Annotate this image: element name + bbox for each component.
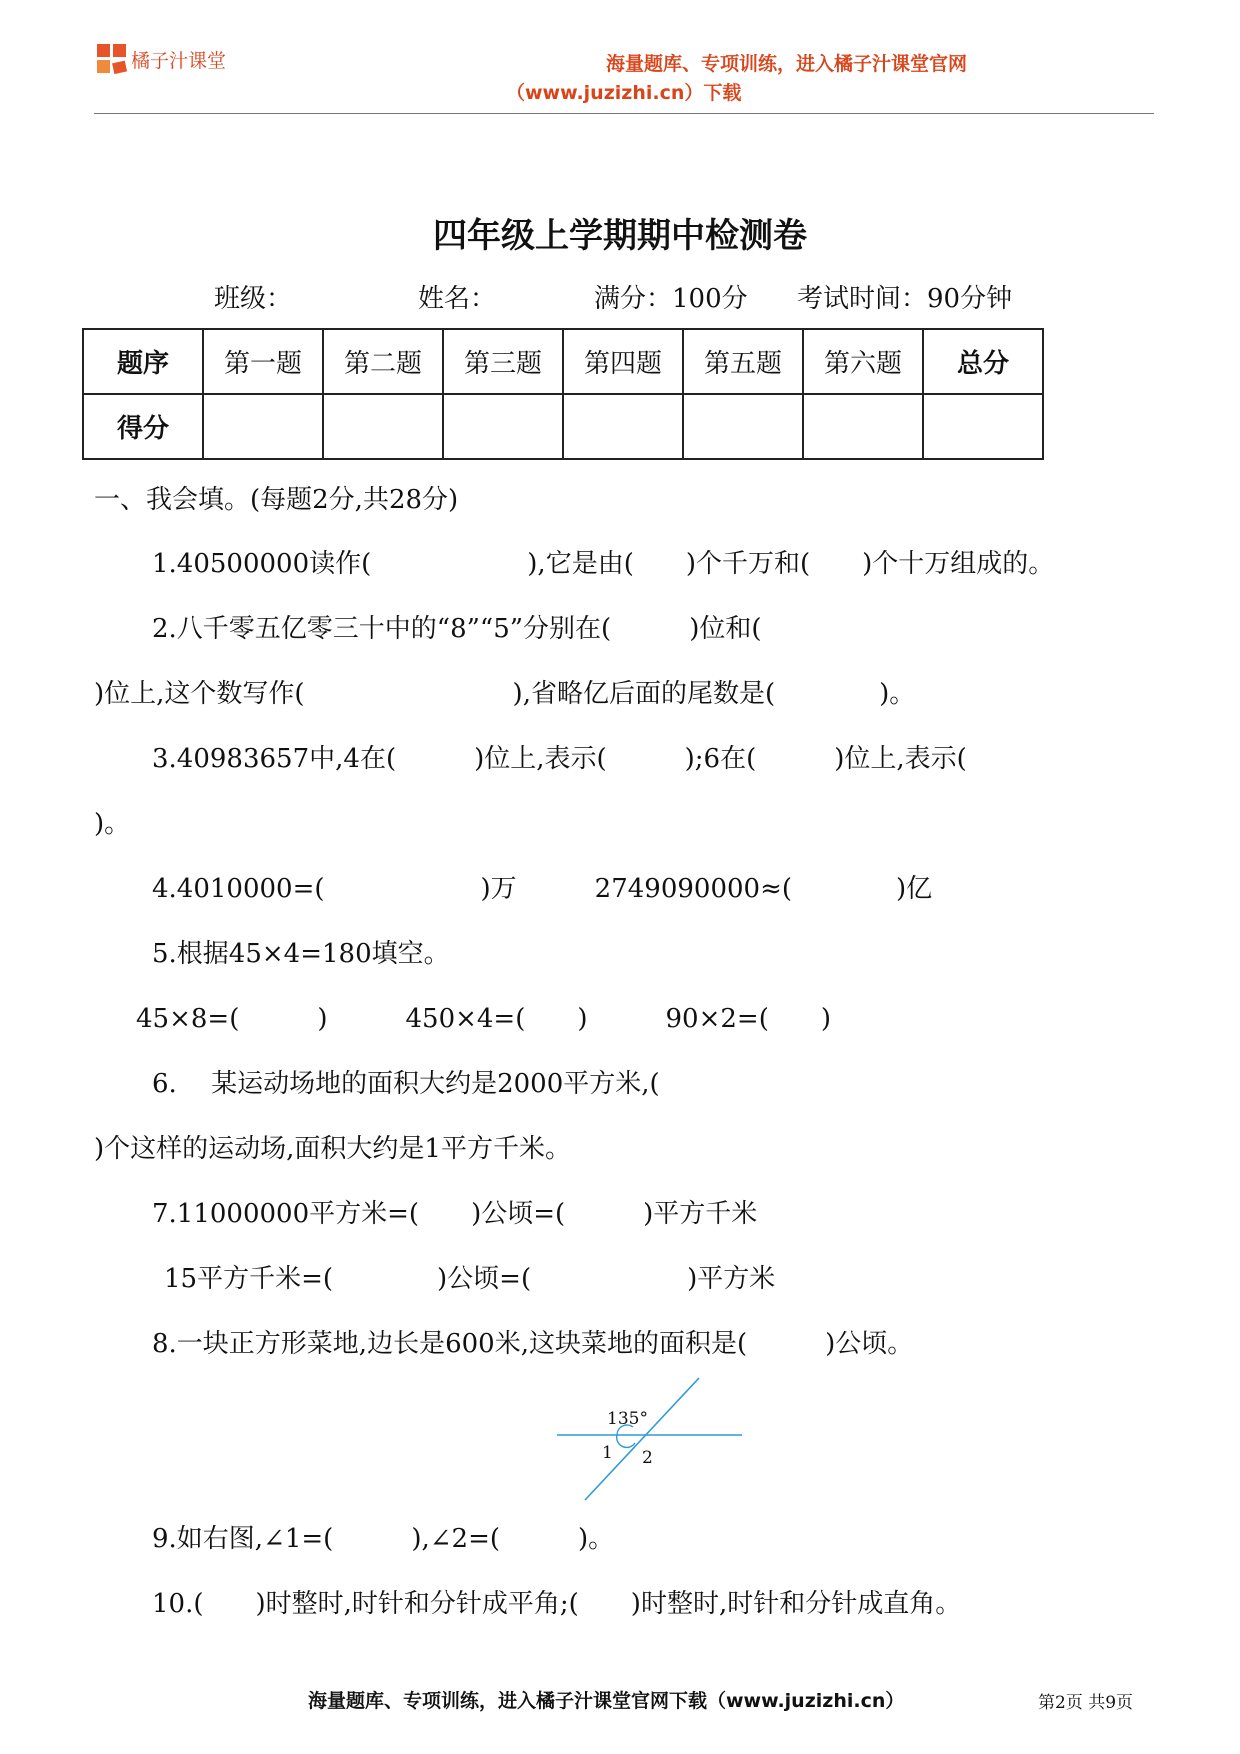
question-line: 3.40983657中,4在( )位上,表示( );6在( )位上,表示( xyxy=(152,744,967,774)
score-blank xyxy=(923,394,1043,459)
exam-time: 考试时间：90分钟 xyxy=(797,284,1013,314)
question-line: 8.一块正方形菜地,边长是600米,这块菜地的面积是( )公顷。 xyxy=(152,1329,914,1359)
score-table-cell: 第二题 xyxy=(323,329,443,394)
angle-arc-2 xyxy=(617,1435,635,1447)
angle-label-1: 1 xyxy=(602,1443,613,1463)
question-line: 10.( )时整时,时针和分针成平角;( )时整时,时针和分针成直角。 xyxy=(152,1589,962,1619)
score-table-cell: 第三题 xyxy=(443,329,563,394)
question-line: 7.11000000平方米=( )公顷=( )平方千米 xyxy=(152,1199,758,1229)
question-line: 6. 某运动场地的面积大约是2000平方米,( xyxy=(152,1069,660,1099)
score-table xyxy=(82,328,1044,460)
score-blank xyxy=(443,394,563,459)
page-number: 第2页 共9页 xyxy=(1038,1693,1134,1713)
score-table-header-row xyxy=(83,329,1043,394)
class-label: 班级： xyxy=(214,284,293,314)
score-table-cell: 题序 xyxy=(83,329,203,394)
score-blank xyxy=(323,394,443,459)
angle-label-135: 135° xyxy=(607,1409,648,1429)
logo-text: 橘子汁课堂 xyxy=(131,50,227,72)
header-promo-line1: 海量题库、专项训练，进入橘子汁课堂官网 xyxy=(606,53,968,75)
score-table-score-row xyxy=(83,394,1043,459)
score-table-cell: 第六题 xyxy=(803,329,923,394)
question-line: 45×8=( ) 450×4=( ) 90×2=( ) xyxy=(136,1004,831,1034)
score-blank xyxy=(203,394,323,459)
score-table-cell: 得分 xyxy=(83,394,203,459)
slanted-line xyxy=(585,1378,699,1500)
score-table-cell: 总分 xyxy=(923,329,1043,394)
footer-promo: 海量题库、专项训练，进入橘子汁课堂官网下载（www.juzizhi.cn） xyxy=(308,1690,905,1712)
score-table-cell: 第四题 xyxy=(563,329,683,394)
question-line: 1.40500000读作( ),它是由( )个千万和( )个十万组成的。 xyxy=(152,549,1055,579)
logo-icon xyxy=(97,44,127,74)
section-heading: 一、我会填。(每题2分,共28分) xyxy=(94,485,459,515)
score-table-cell: 第一题 xyxy=(203,329,323,394)
question-line: 4.4010000=( )万 2749090000≈( )亿 xyxy=(152,874,933,904)
angle-label-2: 2 xyxy=(642,1448,653,1468)
question-line: 2.八千零五亿零三十中的“8”“5”分别在( )位和( xyxy=(152,614,762,644)
question-line: )。 xyxy=(94,809,131,839)
page-title: 四年级上学期期中检测卷 xyxy=(433,216,807,256)
question-line: )个这样的运动场,面积大约是1平方千米。 xyxy=(94,1134,571,1164)
score-blank xyxy=(803,394,923,459)
question-line: 15平方千米=( )公顷=( )平方米 xyxy=(164,1264,776,1294)
header-promo-line2: （www.juzizhi.cn）下载 xyxy=(506,82,742,104)
header-divider xyxy=(94,113,1154,114)
question-line: 5.根据45×4=180填空。 xyxy=(152,939,450,969)
full-score: 满分：100分 xyxy=(594,284,748,314)
score-table-cell: 第五题 xyxy=(683,329,803,394)
angle-diagram xyxy=(555,1375,755,1505)
name-label: 姓名： xyxy=(418,284,497,314)
question-line: 9.如右图,∠1=( ),∠2=( )。 xyxy=(152,1524,615,1554)
question-line: )位上,这个数写作( ),省略亿后面的尾数是( )。 xyxy=(94,679,916,709)
score-blank xyxy=(683,394,803,459)
score-blank xyxy=(563,394,683,459)
